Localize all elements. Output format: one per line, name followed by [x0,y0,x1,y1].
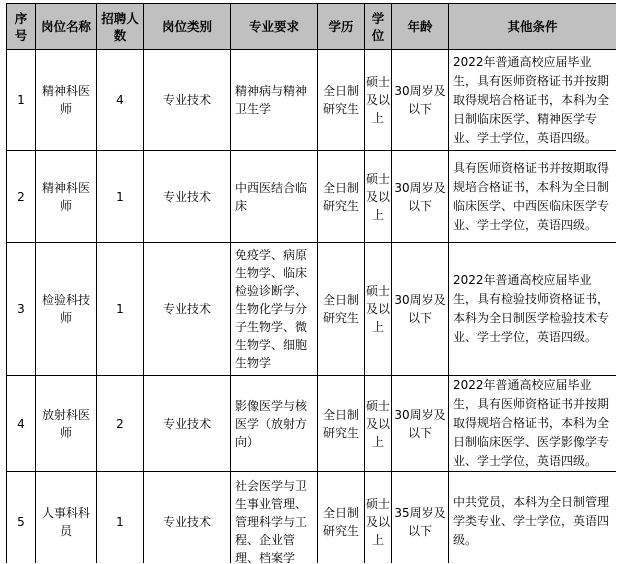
table-row [7,151,617,243]
cell-index: 1 [7,50,36,151]
cell-count: 1 [97,243,144,376]
cell-category: 专业技术 [144,50,231,151]
cell-position: 精神科医师 [36,50,97,151]
cell-index: 3 [7,243,36,376]
cell-education: 全日制研究生 [318,243,365,376]
cell-other: 2022年普通高校应届毕业生，具有检验技师资格证书，本科为全日制医学检验技术专业、学士学位，英语四级。 [449,243,617,376]
cell-degree: 硕士及以上 [365,50,392,151]
cell-category: 专业技术 [144,243,231,376]
header-category: 岗位类别 [144,4,231,50]
cell-major: 影像医学与核医学（放射方向） [231,376,318,472]
cell-count: 4 [97,50,144,151]
table-row [7,243,617,376]
cell-count: 1 [97,151,144,243]
cell-age: 35周岁及以下 [392,472,449,564]
cell-education: 全日制研究生 [318,472,365,564]
header-row [7,4,617,50]
cell-age: 30周岁及以下 [392,151,449,243]
cell-count: 1 [97,472,144,564]
recruitment-table-container [6,3,616,563]
header-major: 专业要求 [231,4,318,50]
cell-education: 全日制研究生 [318,151,365,243]
header-position: 岗位名称 [36,4,97,50]
cell-index: 2 [7,151,36,243]
cell-degree: 硕士及以上 [365,151,392,243]
cell-age: 30周岁及以下 [392,243,449,376]
cell-major: 社会医学与卫生事业管理、管理科学与工程、企业管理、档案学 [231,472,318,564]
cell-index: 4 [7,376,36,472]
table-row [7,472,617,564]
header-count: 招聘人数 [97,4,144,50]
cell-other: 具有医师资格证书并按期取得规培合格证书，本科为全日制临床医学、中西医临床医学专业、学士学位，英语四级。 [449,151,617,243]
cell-other: 2022年普通高校应届毕业生，具有医师资格证书并按期取得规培合格证书，本科为全日制临床医学、精神医学专业、学士学位，英语四级。 [449,50,617,151]
cell-major: 中西医结合临床 [231,151,318,243]
cell-degree: 硕士及以上 [365,472,392,564]
header-education: 学历 [318,4,365,50]
cell-category: 专业技术 [144,376,231,472]
cell-age: 30周岁及以下 [392,50,449,151]
cell-education: 全日制研究生 [318,50,365,151]
header-age: 年龄 [392,4,449,50]
cell-other: 2022年普通高校应届毕业生，具有医师资格证书并按期取得规培合格证书，本科为全日制临床医学、医学影像学专业、学士学位，英语四级。 [449,376,617,472]
cell-position: 人事科科员 [36,472,97,564]
cell-count: 2 [97,376,144,472]
cell-degree: 硕士及以上 [365,243,392,376]
cell-other: 中共党员，本科为全日制管理学类专业、学士学位，英语四级。 [449,472,617,564]
table-row [7,50,617,151]
cell-major: 精神病与精神卫生学 [231,50,318,151]
cell-position: 检验科技师 [36,243,97,376]
cell-age: 30周岁及以下 [392,376,449,472]
cell-category: 专业技术 [144,472,231,564]
cell-position: 精神科医师 [36,151,97,243]
header-index: 序号 [7,4,36,50]
header-degree: 学位 [365,4,392,50]
cell-degree: 硕士及以上 [365,376,392,472]
recruitment-table [6,3,616,563]
cell-category: 专业技术 [144,151,231,243]
cell-index: 5 [7,472,36,564]
header-other: 其他条件 [449,4,617,50]
cell-major: 免疫学、病原生物学、临床检验诊断学、生物化学与分子生物学、微生物学、细胞生物学 [231,243,318,376]
cell-education: 全日制研究生 [318,376,365,472]
table-row [7,376,617,472]
cell-position: 放射科医师 [36,376,97,472]
